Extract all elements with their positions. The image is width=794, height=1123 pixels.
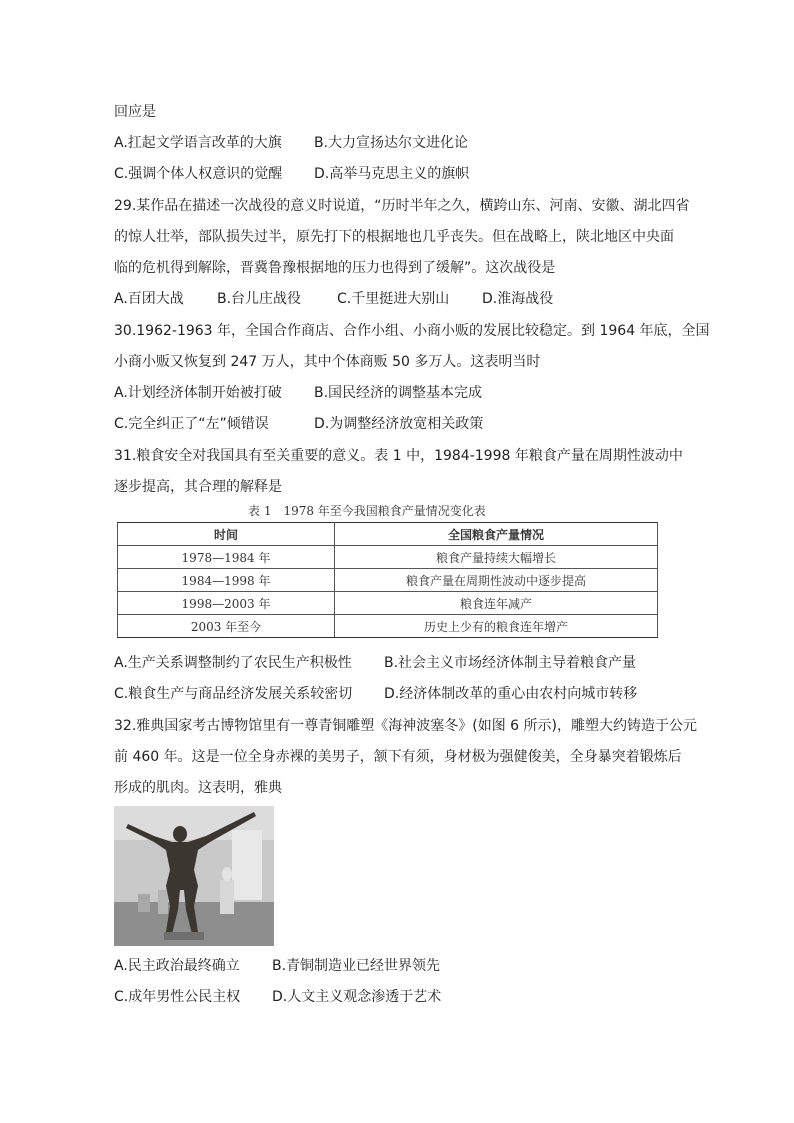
q28-option-a: A.扛起文学语言改革的大旗	[114, 135, 282, 151]
q28-option-d: D.高举马克思主义的旗帜	[314, 166, 470, 182]
q30-option-a: A.计划经济体制开始被打破	[114, 385, 282, 401]
q30-options-row-1	[114, 383, 482, 403]
q32-option-c: C.成年男性公民主权	[114, 989, 241, 1005]
q29-option-a: A.百团大战	[114, 291, 184, 307]
table-cell-status: 历史上少有的粮食连年增产	[335, 615, 658, 638]
table-row	[118, 615, 658, 638]
q28-options-row-1	[114, 133, 468, 153]
q30-option-d: D.为调整经济放宽相关政策	[314, 416, 484, 432]
table-row	[118, 592, 658, 615]
q32-option-d: D.人文主义观念渗透于艺术	[272, 989, 442, 1005]
q31-option-a: A.生产关系调整制约了农民生产积极性	[114, 655, 352, 671]
table-cell-period: 1998—2003 年	[118, 592, 335, 615]
q31-option-d: D.经济体制改革的重心由农村向城市转移	[384, 686, 638, 702]
q29-stem-line-2: 的惊人壮举，部队损失过半，原先打下的根据地也几乎丧失。但在战略上，陕北地区中央面	[114, 229, 674, 245]
table-cell-status: 粮食产量持续大幅增长	[335, 546, 658, 569]
grain-production-table	[117, 522, 658, 638]
table-header-time: 时间	[118, 523, 335, 546]
q29-stem-line-1: 29.某作品在描述一次战役的意义时说道，“历时半年之久，横跨山东、河南、安徽、湖北四省	[114, 198, 690, 214]
table-header-row	[118, 523, 658, 546]
q31-stem-line-1: 31.粮食安全对我国具有至关重要的意义。表 1 中，1984-1998 年粮食产量在周期性波动中	[114, 448, 683, 464]
q29-options-row	[114, 289, 553, 309]
table-cell-status: 粮食连年减产	[335, 592, 658, 615]
q31-option-c: C.粮食生产与商品经济发展关系较密切	[114, 686, 353, 702]
q31-stem-line-2: 逐步提高，其合理的解释是	[114, 479, 282, 495]
q30-option-c: C.完全纠正了“左”倾错误	[114, 416, 269, 432]
q32-stem-line-1: 32.雅典国家考古博物馆里有一尊青铜雕塑《海神波塞冬》(如图 6 所示)，雕塑大约铸造于公元	[114, 718, 697, 734]
q31-option-b: B.社会主义市场经济体制主导着粮食产量	[384, 655, 637, 671]
table-header-production: 全国粮食产量情况	[335, 523, 658, 546]
q28-options-row-2	[114, 164, 469, 184]
table-cell-period: 1978—1984 年	[118, 546, 335, 569]
table-row	[118, 569, 658, 592]
q32-options-row-2	[114, 987, 441, 1007]
q28-option-b: B.大力宣扬达尔文进化论	[314, 135, 469, 151]
q30-stem-line-1: 30.1962-1963 年，全国合作商店、合作小组、小商小贩的发展比较稳定。到 1964 年底，全国	[114, 323, 710, 339]
q29-stem-line-3: 临的危机得到解除，晋冀鲁豫根据地的压力也得到了缓解”。这次战役是	[114, 260, 556, 276]
q29-option-c: C.千里挺进大别山	[337, 291, 450, 307]
q28-option-c: C.强调个体人权意识的觉醒	[114, 166, 283, 182]
q29-option-d: D.淮海战役	[482, 291, 554, 307]
table-cell-period: 2003 年至今	[118, 615, 335, 638]
q32-stem-line-3: 形成的肌肉。这表明，雅典	[114, 780, 282, 796]
q32-stem-line-2: 前 460 年。这是一位全身赤裸的美男子，颔下有须，身材极为强健俊美，全身暴突着锻炼后	[114, 749, 682, 765]
q30-stem-line-2: 小商小贩又恢复到 247 万人，其中个体商贩 50 多万人。这表明当时	[114, 354, 541, 370]
poseidon-statue-photo	[114, 806, 274, 946]
q32-option-a: A.民主政治最终确立	[114, 958, 240, 974]
q31-options-row-2	[114, 684, 637, 704]
table-row	[118, 546, 658, 569]
q28-text: 回应是	[114, 104, 156, 120]
table-cell-period: 1984—1998 年	[118, 569, 335, 592]
q32-options-row-1	[114, 956, 440, 976]
q30-option-b: B.国民经济的调整基本完成	[314, 385, 483, 401]
q32-option-b: B.青铜制造业已经世界领先	[272, 958, 441, 974]
q31-options-row-1	[114, 653, 636, 673]
q30-options-row-2	[114, 414, 483, 434]
table-cell-status: 粮食产量在周期性波动中逐步提高	[335, 569, 658, 592]
table-caption: 表 1 1978 年至今我国粮食产量情况变化表	[248, 504, 486, 518]
q29-option-b: B.台儿庄战役	[217, 291, 302, 307]
